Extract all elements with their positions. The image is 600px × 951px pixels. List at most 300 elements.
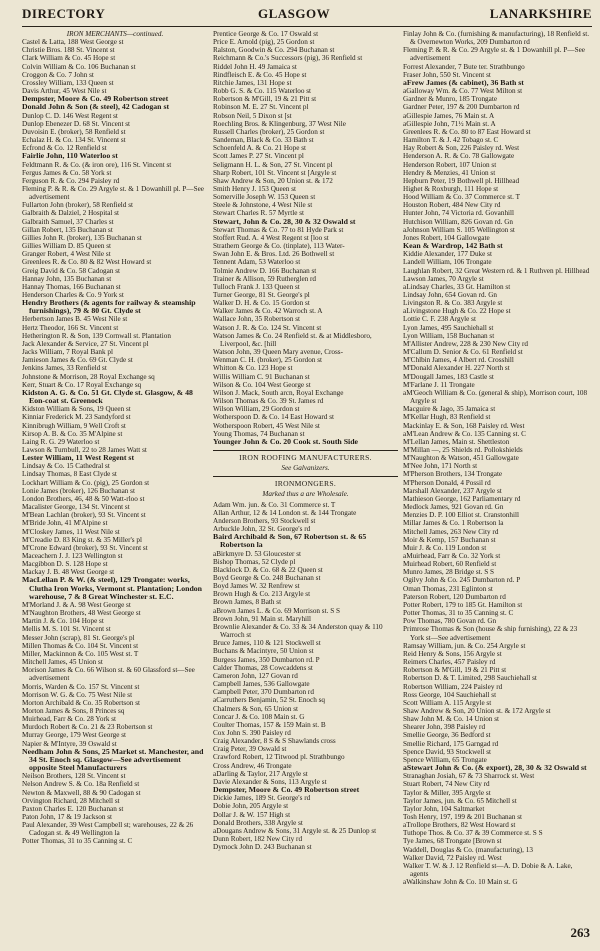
directory-entry: Calder Thomas, 28 Cowcaddens st [213, 663, 313, 672]
directory-entry: Granger Robert, 4 West Nile st [22, 250, 111, 259]
directory-entry: M'Pherson Brothers, 134 Trongate [403, 470, 503, 479]
directory-entry: Ritchie James, 131 Hope st [213, 78, 292, 87]
directory-entry: Hannay Thomas, 166 Buchanan st [22, 282, 121, 291]
directory-entry: Coulter Thomas, 157 & 159 Main st. B [213, 720, 326, 729]
directory-entry: M'Lellan James, Main st. Shettleston [403, 437, 510, 446]
directory-entry: Ramsay William, jun. & Co. 254 Argyle st [403, 641, 526, 650]
directory-entry: Kean & Wardrop, 142 Bath st [403, 241, 503, 251]
directory-entry: Stewart, John & Co. 28, 30 & 32 Oswald st [213, 216, 356, 226]
directory-entry: aLivingstone Hugh & Co. 22 Hope st [403, 307, 511, 316]
directory-entry: Menzies D. P. 100 Elliot st. Cranstonhill [403, 511, 519, 520]
directory-entry: Shaw Andrew & Son, 20 Union st. & 172 [213, 176, 333, 185]
directory-entry: aBirkmyre D. 53 Gloucester st [213, 549, 302, 558]
directory-entry: aFrew James (& cabinet), 36 Bath st [403, 77, 524, 87]
directory-entry: Wotherspoon D. & Co. 14 East Howard st [213, 413, 334, 422]
directory-entry: Morison James & Co. 66 Wilson st. & 60 Glassford st—See advertisement [22, 666, 195, 683]
directory-entry: Lester William, 11 West Regent st [22, 453, 135, 463]
directory-entry: Dempster, Moore & Co. 49 Robertson street [213, 785, 360, 795]
directory-entry: Muirhead Robert, 60 Renfield st [403, 560, 497, 569]
directory-entry: Lonie James (broker), 126 Buchanan st [22, 486, 135, 495]
directory-entry: Hood William & Co. 37 Commerce st. T [403, 193, 521, 202]
directory-entry: Watson J. R. & Co. 124 St. Vincent st [213, 323, 322, 332]
directory-entry: Strathern George & Co. (tinplate), 113 Water- [213, 242, 345, 251]
directory-entry: aBrown James L. & Co. 69 Morrison st. S S [213, 606, 340, 615]
directory-entry: Houston Robert, 484 New City rd [403, 201, 501, 210]
directory-entry: Kirsop A. B. & Co. 35 M'Alpine st [22, 429, 123, 438]
directory-entry: Gillies William D. 85 Queen st [22, 242, 112, 251]
directory-entry: Schoenfeld A. & Co. 21 Hope st [213, 144, 307, 153]
directory-entry: Scott William A. 115 Argyle st [403, 698, 492, 707]
directory-entry: Morton Archibald & Co. 35 Robertson st [22, 698, 140, 707]
directory-entry: Smellie George, 36 Bedford st [403, 731, 491, 740]
directory-entry: Tulloch Frank J. 133 Queen st [213, 282, 300, 291]
directory-entry: Campbell Peter, 370 Dumbarton rd [213, 688, 314, 697]
directory-entry: Hamilton T. & J. 42 Tobago st. C [403, 136, 499, 145]
directory-entry: Greig David & Co. 58 Cadogan st [22, 266, 121, 275]
section-rule [213, 476, 398, 477]
directory-entry: Donald Brothers, 338 Argyle st [213, 818, 303, 827]
directory-entry: Wilson J. Mack, South arcn, Royal Exchange [213, 388, 344, 397]
directory-entry: Craig Peter, 39 Oswald st [213, 745, 287, 754]
column-3-entries [403, 30, 592, 886]
directory-entry: Jones Robert, 104 Gallowgate [403, 233, 490, 242]
directory-entry: Paton John, 17 & 19 Jackson st [22, 813, 113, 821]
directory-entry: Stranaghan Josiah, 67 & 73 Sharrock st. West [403, 772, 535, 781]
directory-entry: M'Nee John, 171 North st [403, 462, 478, 471]
directory-entry: Moir & Kemp, 157 Buchanan st [403, 535, 496, 544]
directory-entry: Potter Thomas, 31 to 35 Canning st. C [22, 837, 133, 846]
directory-entry: Laughlan Robert, 32 Great Western rd. & 1 Ruthven pl. Hillhead [403, 266, 590, 275]
directory-entry: Hutchison William, 826 Govan rd. Gn [403, 217, 513, 226]
directory-entry: Morris, Warden & Co. 157 St. Vincent st [22, 682, 140, 691]
directory-entry: Medlock James, 921 Govan rd. Gn [403, 503, 504, 512]
directory-entry: Reimers Charles, 457 Paisley rd [403, 658, 496, 667]
directory-entry: Newton & Maxwell, 88 & 90 Cadogan st [22, 788, 141, 797]
directory-entry: Macguire & Jago, 35 Jamaica st [403, 405, 496, 414]
directory-entry: Castel & Latta, 188 West George st [22, 38, 124, 47]
directory-entry: Jacks William, 7 Royal Bank pl [22, 348, 114, 357]
directory-entry: Lindsay John, 654 Govan rd. Gn [403, 291, 498, 299]
directory-entry: M'Bride John, 41 M'Alpine st [22, 519, 108, 528]
header-left: DIRECTORY [22, 6, 106, 21]
directory-entry: Turner George, 81 St. George's pl [213, 291, 310, 299]
directory-entry: Galbraith & Dalziel, 2 Hospital st [22, 209, 120, 218]
directory-entry: Lyon James, 495 Sauchiehall st [403, 323, 494, 332]
directory-entry: Bishop Thomas, 52 Clyde pl [213, 557, 296, 566]
directory-entry: Buchans & Macintyre, 50 Union st [213, 647, 314, 656]
directory-entry: Cameron John, 127 Govan rd [213, 671, 298, 680]
directory-entry: Somerville Joseph W. 153 Queen st [213, 193, 316, 202]
directory-entry: Reichmann & Co.'s Successors (pig), 36 Renfield st [213, 54, 363, 63]
directory-entry: aMuirhead, Farr & Co. 32 York st [403, 552, 501, 560]
directory-entry: aM'Lean Andrew & Co. 135 Canning st. C [403, 429, 526, 438]
directory-entry: Feldtmann R. & Co. (& iron ore), 116 St. Vincent st [22, 160, 172, 169]
directory-entry: Wilson William, 29 Gordon st [213, 405, 300, 414]
directory-entry: Orvington Richard, 28 Mitchell st [22, 796, 120, 805]
directory-entry: Nelson Andrew S. & Co. 18a Renfield st [22, 780, 140, 789]
directory-entry: Paxton Charles E. 120 Buchanan st [22, 804, 124, 813]
directory-entry: Dunlop C. D. 146 West Regent st [22, 111, 118, 120]
directory-entry: M'Callum D. Senior & Co. 61 Renfield st [403, 348, 523, 357]
directory-entry: Walker David, 72 Paisley rd. West [403, 853, 502, 862]
directory-entry: M'Kellar Hugh, 83 Renfield st [403, 413, 491, 422]
directory-entry: Dempster, Moore & Co. 49 Robertson street [22, 94, 169, 104]
directory-entry: aDougans Andrew & Sons, 31 Argyle st. & 25 Dunlop st [213, 826, 377, 835]
directory-entry: Russell Charles (broker), 25 Gordon st [213, 127, 325, 136]
directory-entry: Pow Thomas, 780 Govan rd. Gn [403, 617, 497, 626]
directory-entry: Fergus James & Co. 58 York st [22, 168, 112, 177]
directory-entry: Mackinlay E. & Son, 168 Paisley rd. West [403, 421, 525, 430]
directory-entry: Jenkins James, 33 Renfield st [22, 364, 107, 373]
directory-entry: Anderson Brothers, 93 Stockwell st [213, 516, 316, 525]
column-2-entries [213, 30, 398, 446]
directory-entry: Jamieson James & Co. 69 Gt. Clyde st [22, 356, 133, 365]
directory-entry: Miller, Mackinnon & Co. 105 West st. T [22, 649, 139, 658]
directory-entry: Taylor John, 104 Saltmarket [403, 804, 485, 813]
directory-entry: Brown James, 8 Bath st [213, 598, 282, 607]
directory-entry: Henderson Robert, 107 Union st [403, 160, 497, 169]
directory-entry: Hendry & Menzies, 41 Union st [403, 168, 496, 177]
directory-entry: Marshall Alexander, 237 Argyle st [403, 486, 502, 495]
directory-entry: aGalloway Wm. & Co. 77 West Milton st [403, 87, 523, 96]
directory-entry: Wenman C. H. (broker), 25 Gordon st [213, 356, 323, 365]
directory-entry: Trainer & Allison, 59 Rutherglen rd [213, 274, 317, 283]
directory-entry: Lawson James, 70 Argyle st [403, 274, 484, 283]
directory-entry: Boyd James W. 32 Renfrew st [213, 582, 300, 591]
directory-entry: Hendry Brothers (& agents for railway & steamship furnishings), 79 & 80 Gt. Clyde st [22, 298, 196, 316]
directory-entry: Prentice George & Co. 17 Oswald st [213, 30, 319, 38]
directory-entry: Robertson D. & T. Limited, 298 Sauchiehall st [403, 674, 537, 683]
directory-entry: Ecfrond & Co. 12 Renfield st [22, 144, 107, 153]
directory-entry: Wallace John, 35 Robertson st [213, 315, 301, 324]
directory-entry: Tennent Adam, 53 Waterloo st [213, 258, 301, 267]
directory-entry: Tolmie Andrew D. 166 Buchanan st [213, 266, 317, 275]
directory-entry: Neilson Brothers, 128 St. Vincent st [22, 772, 126, 781]
directory-entry: M'Bean Lachlan (broker), 93 St. Vincent st [22, 511, 146, 520]
directory-entry: Stewart Thomas & Co. 77 to 81 Hyde Park st [213, 225, 344, 234]
column-1-entries [22, 38, 208, 845]
directory-entry: Kidston William & Sons, 19 Queen st [22, 405, 131, 414]
directory-entry: Fraser John, 550 St. Vincent st [403, 70, 491, 79]
header-right: LANARKSHIRE [489, 6, 592, 21]
directory-entry: Chalmers & Son, 65 Union st [213, 704, 299, 713]
directory-entry: Potter Robert, 179 to 185 Gt. Hamilton st [403, 600, 523, 609]
directory-entry: Fairlie John, 110 Waterloo st [22, 151, 118, 161]
section-heading-ironmongers: IRONMONGERS. [274, 479, 337, 489]
directory-entry: M'Morland J. & A. 98 West George st [22, 600, 131, 609]
directory-entry: Watson John, 39 Queen Mary avenue, Cross- [213, 348, 343, 357]
directory-entry: London Brothers, 46, 48 & 50 Watt-rloo st [22, 494, 145, 503]
directory-entry: Paterson Robert, 120 Dumbarton rd [403, 592, 506, 601]
directory-entry: Concar J. & Co. 108 Main st. G [213, 712, 305, 721]
directory-entry: aM'Geoch William & Co. (general & ship), Morrison court, 108 Argyle st [403, 388, 588, 406]
directory-entry: Crossley William, 133 Queen st [22, 78, 114, 87]
directory-entry: Roechling Bros. & Klingenburg, 37 West Nile [213, 119, 346, 128]
directory-entry: Mackay J. B. 48 West George st [22, 568, 115, 577]
directory-entry: M'Donald Alexander H. 227 North st [403, 364, 510, 373]
directory-entry: Millen Thomas & Co. 104 St. Vincent st [22, 641, 139, 650]
directory-entry: Henderson Charles & Co. 9 York st [22, 291, 124, 299]
directory-entry: Hepburn Peter, 19 Bothwell pl. Hillhead [403, 176, 520, 185]
directory-entry: Clark William & Co. 45 Hope st [22, 54, 116, 63]
directory-entry: M'Millan —, 25 Shields rd. Pollokshields [403, 445, 523, 454]
directory-entry: Robb G. S. & Co. 115 Waterloo st [213, 87, 312, 96]
directory-entry: Willis William C. 91 Buchanan st [213, 372, 310, 381]
directory-entry: aWalkinshaw John & Co. 10 Main st. G [403, 878, 518, 887]
directory-entry: Tye James, 68 Trongate [Brown st [403, 837, 502, 846]
directory-entry: Burgess James, 350 Dumbarton rd. P [213, 655, 320, 664]
header-center: GLASGOW [258, 6, 331, 21]
directory-entry: Lockhart William & Co. (pig), 25 Gordon st [22, 478, 150, 487]
directory-entry: Swan John E. & Bros. Ltd. 26 Bothwell st [213, 250, 335, 259]
directory-entry: Blacklock D. & Co. 68 & 22 Queen st [213, 565, 323, 574]
directory-entry: Shaw John M. & Co. 14 Union st [403, 715, 500, 724]
directory-entry: Crawford Robert, 12 Titwood pl. Strathbungo [213, 753, 345, 762]
directory-entry: Fleming P. & R. & Co. 29 Argyle st. & 1 Dowanhill pl. P—See advertisement [403, 46, 585, 63]
directory-entry: Spence William, 65 Trongate [403, 755, 487, 764]
directory-entry: Rindfleisch E. & Co. 45 Hope st [213, 70, 307, 79]
directory-entry: Ross George, 104 Sauchiehall st [403, 690, 497, 699]
directory-entry: Greenlees R. & Co. 80 to 87 East Howard st [403, 127, 531, 136]
directory-entry: M'Allister Andrew, 228 & 230 New City rd [403, 339, 529, 348]
directory-entry: Dobie John, 205 Argyle st [213, 802, 289, 811]
directory-entry: M'Naughton Brothers, 48 West George st [22, 609, 141, 618]
directory-entry: Fleming P. & R. & Co. 29 Argyle st. & 1 Dowanhill pl. P—See advertisement [22, 184, 204, 202]
directory-entry: Spence David, 93 Stockwell st [403, 747, 492, 756]
directory-entry: Hunter John, 74 Victoria rd. Govanhill [403, 209, 515, 218]
directory-entry: Galbraith Samuel, 37 Charles st [22, 217, 114, 226]
directory-entry: Johnstone & Morrison, 28 Royal Exchange sq [22, 372, 155, 381]
directory-entry: Taylor James, jun. & Co. 65 Mitchell st [403, 796, 517, 805]
directory-entry: Brownlie Alexander & Co. 33 & 34 Anderston quay & 110 Warroch st [213, 622, 383, 640]
directory-entry: aGillespie John, 71½ Main st. A [403, 119, 496, 128]
directory-entry: Robertson & M'Gill, 19 & 21 Pitt st [213, 95, 317, 104]
directory-entry: Fullarton John (broker), 58 Renfield st [22, 201, 133, 210]
section-rule [213, 450, 398, 451]
directory-entry: aLindsay Charles, 33 Gt. Hamilton st [403, 282, 511, 291]
directory-entry: M'Naughton & Watson, 451 Gallowgate [403, 454, 519, 463]
directory-entry: Boyd George & Co. 248 Buchanan st [213, 574, 321, 582]
directory-entry: aGillespie James, 76 Main st. A [403, 111, 495, 120]
directory-entry: M'Farlane J. 11 Trongate [403, 380, 475, 389]
directory-entry: Highet & Roxburgh, 111 Hope st [403, 184, 499, 193]
directory-entry: Gardner Peter, 197 & 200 Dumbarton rd [403, 103, 520, 112]
directory-entry: Steele & Johnstone, 4 West Nile st [213, 201, 313, 210]
directory-entry: Muir J. & Co. 119 London st [403, 543, 487, 552]
directory-entry: Wotherspoon Robert, 45 West Nile st [213, 421, 320, 430]
directory-entry: aTrollope Brothers, 82 West Howard st [403, 821, 516, 830]
directory-entry: Taylor & Miller, 395 Argyle st [403, 788, 491, 797]
directory-entry: Kiddie Alexander, 177 Duke st [403, 250, 492, 259]
column-2-ironmonger-entries [213, 501, 398, 852]
directory-entry: Whitton & Co. 123 Hope st [213, 364, 293, 373]
directory-entry: Finlay John & Co. (furnishing & manufacturing), 18 Renfield st. & Overnewton Works, 209 Dumbarton rd [403, 30, 590, 47]
directory-entry: Mitchell James, 263 New City rd [403, 527, 499, 536]
directory-entry: Gardner & Munro, 185 Trongate [403, 95, 498, 104]
directory-entry: Craig Alexander, 8 S & S Shawlands cross [213, 737, 336, 746]
directory-entry: Wilson Thomas & Co. 39 St. James rd [213, 397, 324, 406]
directory-entry: Potter Thomas, 31 to 35 Canning st. C [403, 609, 514, 618]
directory-entry: Walker James & Co. 42 Warroch st. A [213, 307, 323, 316]
page-number: 263 [570, 925, 590, 940]
directory-entry: Waddell, Douglas & Co. (manufacturing), 13 [403, 845, 533, 854]
directory-entry: Campbell James, 536 Gallowgate [213, 680, 310, 689]
directory-entry: Robertson & M'Gill, 19 & 21 Pitt st [403, 666, 507, 675]
directory-entry: Smellie Richard, 175 Garngad rd [403, 739, 499, 748]
directory-entry: Davis Arthur, 45 West Nile st [22, 87, 107, 96]
directory-entry: Adam Wm. jun. & Co. 31 Commerce st. T [213, 500, 336, 509]
directory-entry: Murray George, 179 West George st [22, 731, 127, 740]
directory-entry: Stoffert Rud. A. 4 West Regent st [loo st [213, 233, 329, 242]
directory-entry: Ferguson R. & Co. 294 Paisley rd [22, 176, 120, 185]
directory-entry: Sandeman, Black & Co. 33 Bath st [213, 136, 314, 145]
directory-entry: M'Dougall James, 183 Castle st [403, 372, 494, 381]
directory-entry: M'Creadie D. 83 King st. & 35 Miller's pl [22, 535, 142, 544]
directory-entry: Shearer John, 398 Paisley rd [403, 723, 486, 732]
directory-entry: Herbertson James B. 45 West Nile st [22, 315, 128, 324]
directory-entry: Bruce James, 110 & 121 Stockwell st [213, 639, 321, 648]
directory-entry: Dymock John D. 243 Buchanan st [213, 843, 312, 852]
directory-entry: Forrest Alexander, 7 Bute ter. Strathbungo [403, 62, 525, 71]
directory-entry: Maceachern J. J. 123 Wellington st [22, 552, 123, 560]
directory-entry: Ogilvy John & Co. 245 Dumbarton rd. P [403, 576, 521, 585]
directory-entry: Macgibbon D. S. 128 Hope st [22, 560, 108, 569]
column-2 [213, 30, 398, 943]
directory-entry: Macalister George, 134 St. Vincent st [22, 503, 130, 512]
directory-entry: Cross Andrew, 46 Trongate [213, 761, 292, 770]
directory-entry: M'Closkey James, 11 West Nile st [22, 527, 120, 536]
directory-entry: Morton James & Sons, 8 Princes sq [22, 706, 125, 715]
column-3 [403, 30, 592, 943]
directory-entry: Tuthope Thos. & Co. 37 & 39 Commerce st. S S [403, 829, 543, 838]
directory-entry: Younger John & Co. 20 Cook st. South Side [213, 436, 358, 446]
section-heading-iron-roofing: IRON ROOFING MANUFACTURERS. [239, 452, 372, 462]
directory-entry: Messer John (scrap), 81 St. George's pl [22, 633, 135, 642]
directory-entry: MacLellan P. & W. (& steel), 129 Trongate: works, Clutha Iron Works, Vermont st. Plantation; London warehouse, 7 & 8 Great Winchester st. E.C. [22, 575, 203, 601]
directory-entry: Millar James & Co. 1 Robertson la [403, 519, 504, 528]
directory-entry: Dunn Robert, 182 New City rd [213, 835, 303, 843]
directory-entry: Primrose Thomas & Son (house & ship furnishing), 22 & 23 York st—See advertisement [403, 625, 578, 642]
directory-entry: Watson James & Co. 24 Renfield st. & at Middlesboro, Liverpool, &c. [hill [213, 331, 372, 348]
directory-entry: Lindsay Thomas, 8 East Clyde st [22, 470, 117, 479]
directory-entry: Gillan Robert, 135 Buchanan st [22, 225, 113, 234]
directory-entry: Morrison W. G. & Co. 75 West Nile st [22, 690, 133, 699]
directory-entry: Allan Arthur, 12 & 14 London st. & 144 Trongate [213, 508, 357, 517]
directory-entry: Robson Neil, 5 Dixon st [st [213, 111, 292, 120]
directory-entry: aCarruthers Benjamin, 52 St. Enoch sq [213, 696, 325, 705]
directory-entry: Stuart Robert, 74 New City rd [403, 780, 490, 789]
directory-entry: Seligmann H. L. & Son, 27 St. Vincent pl [213, 160, 333, 169]
directory-entry: Mathieson George, 162 Parliamentary rd [403, 494, 521, 503]
directory-entry: Brown John, 91 Main st. Maryhill [213, 614, 312, 623]
header-rule [22, 26, 592, 27]
directory-entry: Cox John S. 390 Paisley rd [213, 728, 291, 737]
directory-entry: aDarling & Taylor, 217 Argyle st [213, 769, 308, 778]
section-note-iron-roofing: See Galvanizers. [281, 464, 330, 473]
directory-entry: Livingston R. & Co. 383 Argyle st [403, 299, 503, 308]
directory-entry: Robinson M. E. 27 St. Vincent pl [213, 103, 309, 112]
directory-entry: Stewart Charles R. 57 Myrtle st [213, 209, 305, 218]
directory-entry: Hannay John, 135 Buchanan st [22, 274, 112, 283]
directory-entry: Smith Henry J. 153 Queen st [213, 184, 297, 193]
directory-entry: Riddel John H. 49 Jamaica st [213, 62, 297, 71]
section-note-ironmongers: Marked thus a are Wholesale. [262, 490, 349, 499]
directory-entry: Hetherington R. & Son, 139 Cornwall st. Plantation [22, 331, 171, 340]
directory-entry: Lyon William, 158 Buchanan st [403, 331, 495, 340]
directory-entry: Kidston A. G. & Co. 51 Gt. Clyde st. Glasgow, & 48 Eon-coat st. Greenock [22, 387, 193, 406]
directory-entry: M'Chlbin James, 4 Albert rd. Crosshill [403, 356, 514, 365]
directory-entry: Kinniar Frederick M. 23 Sandyford st [22, 413, 131, 422]
directory-entry: Christie Bros. 188 St. Vincent st [22, 46, 115, 55]
directory-entry: aJohnson William S. 105 Wellington st [403, 225, 515, 234]
directory-entry: Mitchell James, 45 Union st [22, 658, 103, 667]
directory-entry: Gillies John R. (broker), 135 Buchanan st [22, 233, 142, 242]
directory-entry: Laing R. G. 29 Waterloo st [22, 437, 100, 446]
directory-entry: aStewart John & Co. (& export), 28, 30 & 32 Oswald st [403, 763, 587, 773]
directory-entry: Hay Robert & Son, 226 Paisley rd. West [403, 144, 520, 153]
directory-entry: Echalaz H. & Co. 134 St. Vincent st [22, 136, 126, 145]
directory-entry: Tosh Henry, 197, 199 & 201 Buchanan st [403, 813, 523, 821]
directory-entry: Napier & M'Intyre, 39 Oswald st [22, 739, 117, 748]
directory-entry: Donald John & Son (& steel), 42 Cadogan st [22, 102, 170, 112]
directory-entry: Lottie C. F. 238 Argyle st [403, 315, 476, 324]
directory-entry: Reid Henry & Sons, 156 Argyle st [403, 649, 502, 658]
directory-entry: Dickie James, 189 St. George's rd [213, 794, 311, 803]
directory-entry: Martin J. & Co. 104 Hope st [22, 617, 104, 626]
directory-entry: Walker D. H. & Co. 15 Gordon st [213, 299, 310, 308]
directory-entry: Dollar J. & W. 157 High st [213, 810, 291, 819]
directory-entry: Ralston, Goodwin & Co. 294 Buchanan st [213, 46, 335, 55]
directory-entry: Duvoisin E. (broker), 58 Renfield st [22, 127, 126, 136]
directory-entry: Paul Alexander, 39 West Campbell st; warehouses, 22 & 26 Cadogan st. & 49 Wellington la [22, 821, 194, 838]
directory-entry: Young Thomas, 74 Buchanan st [213, 429, 305, 438]
directory-entry: Price E. Arnold (pig), 25 Gordon st [213, 38, 315, 47]
directory-entry: Wilson & Co. 104 West George st [213, 380, 311, 389]
directory-entry: M'Crone Edward (broker), 93 St. Vincent st [22, 543, 148, 552]
directory-entry: Murdoch Robert & Co. 21 & 23 Robertson st [22, 723, 153, 732]
continued-heading: IRON MERCHANTS—continued. [66, 30, 164, 38]
column-1 [22, 30, 208, 943]
directory-entry: Mellis M. S. 101 St. Vincent st [22, 625, 111, 634]
directory-entry: Hertz Theodor, 166 St. Vincent st [22, 323, 119, 332]
directory-entry: Sharp Robert, 101 St. Vincent st [Argyle st [213, 168, 337, 177]
directory-entry: Brown Hugh & Co. 213 Argyle st [213, 590, 311, 599]
directory-entry: Robertson William, 224 Paisley rd [403, 682, 503, 691]
directory-entry: Dunlop Ebenezer D. 68 St. Vincent st [22, 119, 131, 128]
directory-entry: Kerr, Stuart & Co. 17 Royal Exchange sq [22, 380, 142, 389]
directory-entry: Lawson & Turnbull, 22 to 28 James Watt st [22, 445, 147, 454]
directory-entry: Needham John & Sons, 25 Market st. Manchester, and 34 St. Enoch sq. Glasgow—See advertisement opposite Steel Manufacturers [22, 746, 204, 773]
directory-entry: Croggon & Co. 7 John st [22, 70, 94, 79]
directory-entry: Greenlees R. & Co. 80 & 82 West Howard st [22, 258, 152, 267]
directory-entry: Munro James, 28 Bridge st. S S [403, 568, 495, 577]
directory-entry: Muirhead, Farr & Co. 28 York st [22, 715, 117, 724]
directory-entry: Shaw Andrew & Son, 20 Union st. & 172 Argyle st [403, 706, 551, 715]
directory-entry: Kinnibrugh William, 9 Well Croft st [22, 421, 126, 430]
directory-entry: Landell William, 106 Trongate [403, 258, 492, 267]
directory-entry: Henderson A. R. & Co. 78 Gallowgate [403, 152, 515, 161]
directory-entry: Arbuckle John, 32 St. George's rd [213, 525, 311, 534]
directory-entry: Baird Archibald & Son, 67 Robertson st. & 65 Robertson la [213, 532, 367, 550]
directory-entry: Colvin William & Co. 106 Buchanan st [22, 62, 136, 71]
directory-entry: Walker T. W. & J. 12 Renfield st—A. D. Dobie & A. Lake, agents [403, 861, 573, 879]
directory-entry: Oman Thomas, 231 Eglinton st [403, 584, 493, 593]
directory-entry: Jack Alexander & Service, 27 St. Vincent pl [22, 339, 149, 348]
directory-entry: Davie Alexander & Sons, 113 Argyle st [213, 777, 327, 786]
running-header [22, 4, 592, 26]
directory-entry: Scott James P. 27 St. Vincent pl [213, 152, 304, 161]
directory-entry: Lindsay & Co. 15 Cathedral st [22, 462, 110, 471]
